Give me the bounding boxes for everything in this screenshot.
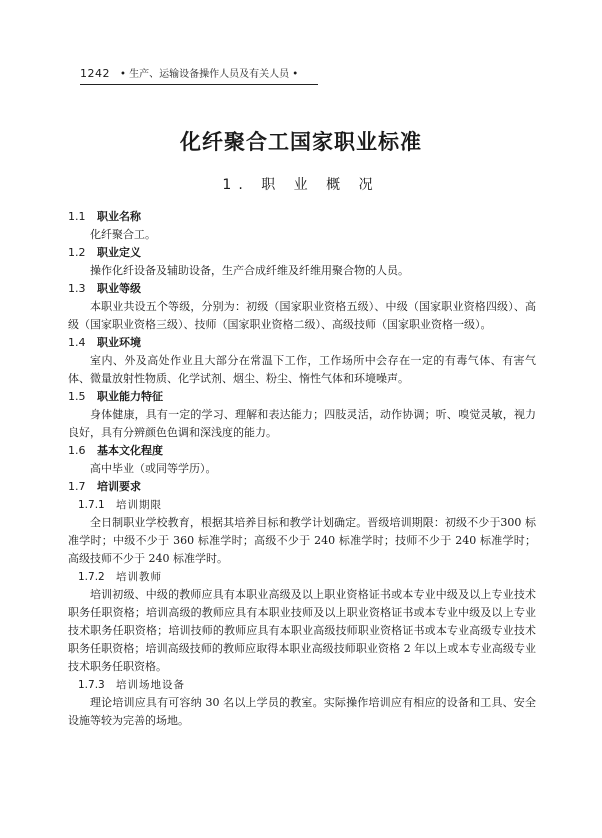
heading-1-4: [68, 334, 536, 352]
heading-text: 基本文化程度: [97, 444, 163, 457]
heading-number: 1.7: [68, 480, 86, 493]
paragraph-1-4: 室内、外及高处作业且大部分在常温下工作，工作场所中会存在一定的有毒气体、有害气体、微量放射性物质、化学试剂、烟尘、粉尘、惰性气体和环境噪声。: [68, 354, 536, 385]
paragraph-1-1: 化纤聚合工。: [90, 228, 156, 241]
document-title: 化纤聚合工国家职业标准: [180, 130, 422, 154]
subheading-number: 1.7.1: [78, 499, 105, 511]
heading-text: 职业等级: [97, 282, 141, 295]
header-rule: [80, 84, 318, 85]
heading-1-3: [68, 280, 536, 298]
heading-text: 职业名称: [97, 210, 141, 223]
heading-number: 1.2: [68, 246, 86, 259]
heading-text: 职业能力特征: [97, 390, 163, 403]
subheading-1-7-2: [68, 568, 536, 586]
paragraph-1-2: 操作化纤设备及辅助设备，生产合成纤维及纤维用聚合物的人员。: [90, 264, 409, 277]
document-body: [68, 208, 536, 730]
heading-number: 1.4: [68, 336, 86, 349]
paragraph-1-5: 身体健康，具有一定的学习、理解和表达能力；四肢灵活，动作协调；听、嗅觉灵敏，视力良好，具有分辨颜色色调和深浅度的能力。: [68, 408, 536, 439]
subheading-1-7-3: [68, 676, 536, 694]
heading-text: 培训要求: [97, 480, 141, 493]
heading-1-5: [68, 388, 536, 406]
heading-1-7: [68, 478, 536, 496]
heading-1-2: [68, 244, 536, 262]
heading-1-6: [68, 442, 536, 460]
subheading-text: 培训场地设备: [116, 679, 185, 691]
paragraph-1-6: 高中毕业（或同等学历）。: [90, 462, 217, 475]
subheading-text: 培训教师: [116, 571, 162, 583]
heading-number: 1.3: [68, 282, 86, 295]
running-header: [80, 66, 318, 83]
subheading-text: 培训期限: [116, 499, 162, 511]
paragraph-1-7-2: 培训初级、中级的教师应具有本职业高级及以上职业资格证书或本专业中级及以上专业技术职务任职资格；培训高级的教师应具有本职业技师及以上职业资格证书或本专业中级及以上专业技术职务任职资格；培训技师的教师应具有本职业高级技师职业资格证书或本专业高级专业技术职务任职资格；培训高级技师的教师应取得本职业高级技师职业资格 2 年以上或本专业高级专业技术职务任职资格。: [68, 588, 536, 673]
section-heading: 1. 职 业 概 况: [222, 177, 380, 193]
paragraph-1-7-3: 理论培训应具有可容纳 30 名以上学员的教室。实际操作培训应有相应的设备和工具、安全设施等较为完善的场地。: [68, 696, 536, 727]
heading-number: 1.1: [68, 210, 86, 223]
heading-number: 1.6: [68, 444, 86, 457]
paragraph-1-7-1: 全日制职业学校教育，根据其培养目标和教学计划确定。晋级培训期限：初级不少于300 标准学时；中级不少于 360 标准学时；高级不少于 240 标准学时；技师不少于 240 标准学时；高级技师不少于 240 标准学时。: [68, 516, 536, 565]
page-number: 1242: [80, 67, 110, 80]
subheading-number: 1.7.3: [78, 679, 105, 691]
subheading-1-7-1: [68, 496, 536, 514]
heading-text: 职业定义: [97, 246, 141, 259]
heading-number: 1.5: [68, 390, 86, 403]
running-title: • 生产、运输设备操作人员及有关人员 •: [120, 69, 299, 80]
paragraph-1-3: 本职业共设五个等级，分别为：初级（国家职业资格五级）、中级（国家职业资格四级）、高级（国家职业资格三级）、技师（国家职业资格二级）、高级技师（国家职业资格一级）。: [68, 300, 536, 331]
subheading-number: 1.7.2: [78, 571, 105, 583]
heading-text: 职业环境: [97, 336, 141, 349]
heading-1-1: [68, 208, 536, 226]
